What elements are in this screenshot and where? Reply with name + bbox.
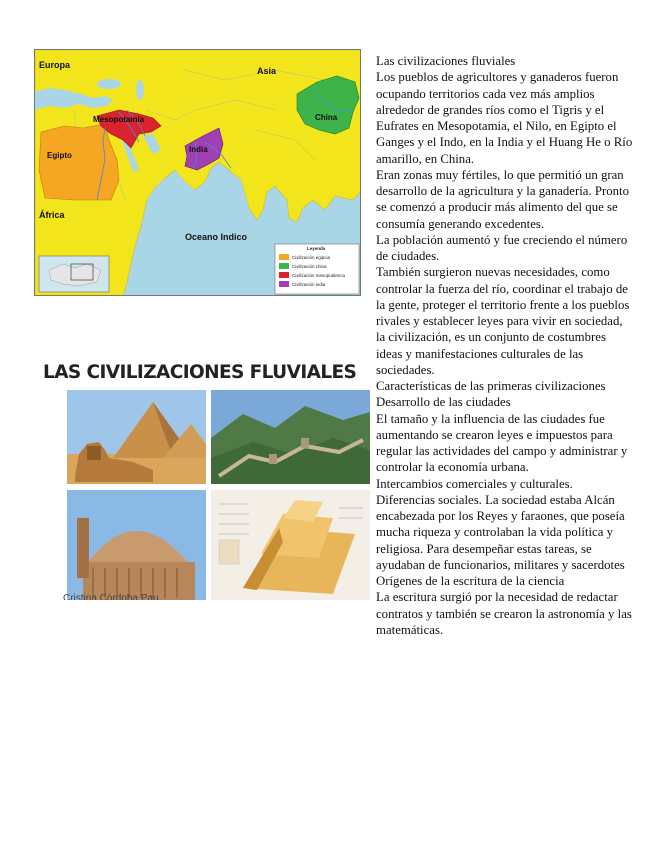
article-heading: Las civilizaciones fluviales [376, 54, 516, 68]
legend-swatch-mesopotamia [279, 272, 289, 278]
collage-title: LAS CIVILIZACIONES FLUVIALES [43, 362, 357, 383]
subheading-ciudades: Desarrollo de las ciudades [376, 395, 511, 410]
paragraph-zonas: Eran zonas muy fértiles, lo que permitió un gran desarrollo de la agricultura y la ganadería. Pronto se comenzó a producir más alimento del que se consumía generando excedentes. [376, 167, 629, 231]
legend-swatch-egypt [279, 254, 289, 260]
label-egipto: Egipto [47, 151, 72, 160]
paragraph-necesidades: También surgieron nuevas necesidades, como controlar la fuerza del río, coordinar el trabajo de la gente, proteger el territorio frente a los pueblos rivales y establecer leyes para vivir en sociedad, la civilización, es un conjunto de costumbres ideas y manifestaciones culturales de las sociedades. [376, 265, 630, 377]
paragraph-pueblos: Los pueblos de agricultores y ganaderos fueron ocupando territorios cada vez más amplios alrededor de grandes ríos como el Tigris y el Eufrates en Mesopotamia, el Nilo, en Egipto el Ganges y el Indo, en la India y el Huang He o Río amarillo, en China. [376, 70, 633, 166]
label-europa: Europa [39, 60, 71, 70]
photo-stupa [67, 490, 206, 600]
article-text [376, 53, 634, 638]
paragraph-escritura: La escritura surgió por la necesidad de redactar contratos y también se crearon la astronomía y las matemáticas. [376, 590, 632, 637]
egypt-region [39, 124, 119, 200]
civilizations-collage [43, 358, 370, 600]
label-china: China [315, 113, 338, 122]
legend-swatch-india [279, 281, 289, 287]
paragraph-diferencias: Diferencias sociales. La sociedad estaba Alcán encabezada por los Reyes y faraones, que poseía mucha riqueza y controlaban la vida política y religiosa. Para desempeñar estas tareas, se ayudaban de funcionarios, militares y sacerdotes Orígenes de la escritura de la ciencia [376, 492, 625, 588]
photo-great-wall [211, 390, 370, 484]
label-asia: Asia [257, 66, 277, 76]
legend-label-egypt: Civilización egipcia [292, 255, 331, 260]
legend-swatch-china [279, 263, 289, 269]
label-mesopotamia: Mesopotamia [93, 115, 145, 124]
inset-locator-map [39, 256, 109, 292]
paragraph-poblacion: La población aumentó y fue creciendo el número de ciudades. [376, 232, 628, 263]
legend-label-india: Civilización india [292, 282, 326, 287]
legend-label-mesopotamia: Civilización mesopotámica [292, 273, 346, 278]
civilizations-map [34, 49, 361, 296]
photo-pyramids-sphinx [67, 390, 206, 484]
paragraph-ciudades: El tamaño y la influencia de las ciudades fue aumentando se crearon leyes e impuestos para regular las actividades del campo y administrar y controlar la economía urbana. [376, 411, 628, 475]
subheading-caracteristicas: Características de las primeras civilizaciones [376, 379, 606, 393]
caspian-sea [136, 80, 144, 100]
label-oceano-indico: Oceano Indico [185, 232, 248, 242]
map-graphic [35, 50, 361, 296]
legend-title: Leyenda [307, 246, 326, 251]
label-india: India [189, 145, 208, 154]
collage-graphic [43, 358, 370, 600]
label-africa: África [39, 210, 65, 220]
paragraph-intercambios: Intercambios comerciales y culturales. [376, 476, 573, 491]
black-sea [97, 79, 121, 89]
photo-ziggurat [211, 490, 370, 600]
legend-label-china: Civilización china [292, 264, 327, 269]
map-legend [275, 244, 359, 294]
collage-caption: Cristina Córdoba Pau... [63, 593, 167, 600]
